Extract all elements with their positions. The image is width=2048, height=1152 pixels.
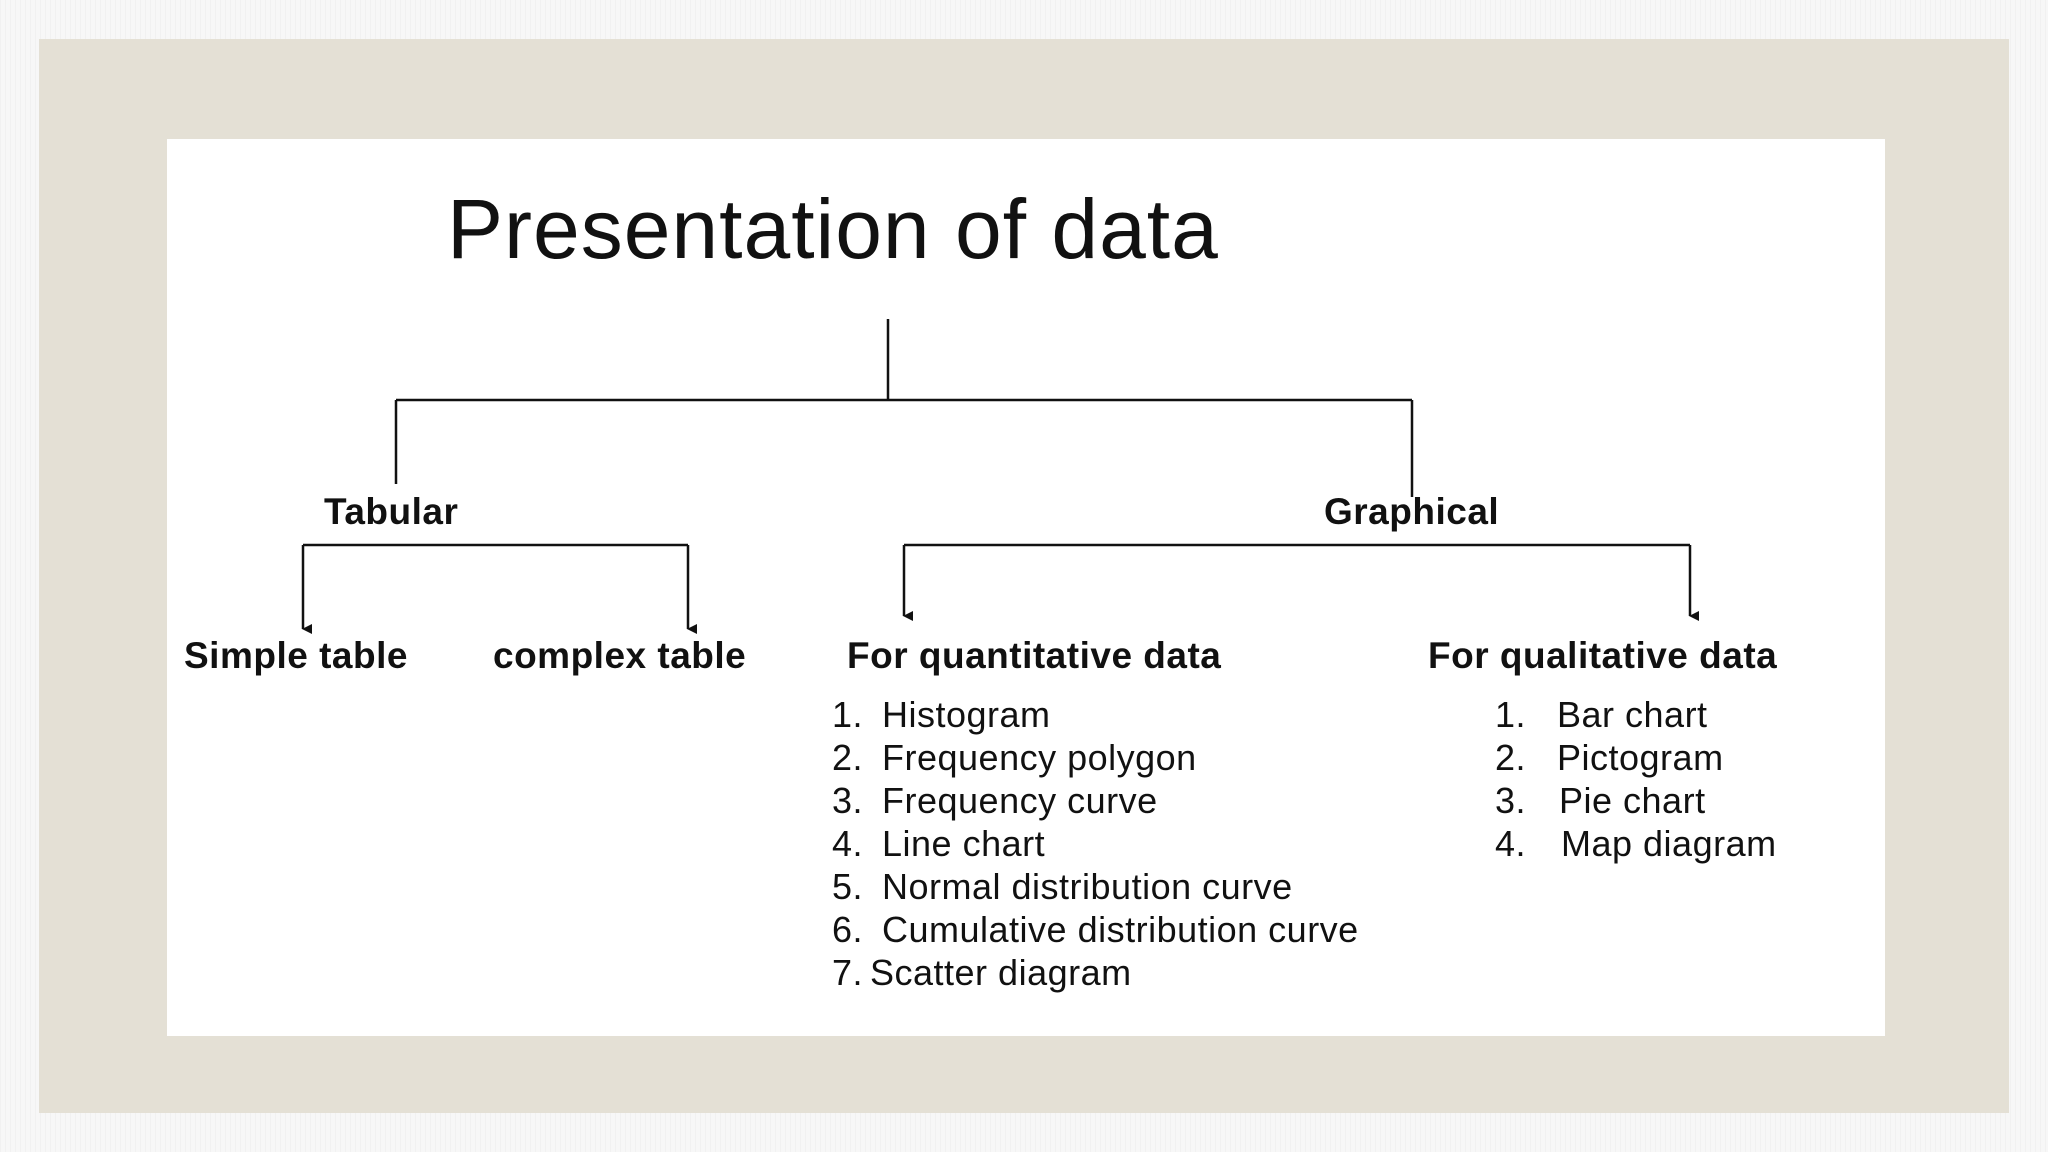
list-item-number: 2. xyxy=(832,737,864,778)
list-item xyxy=(832,908,1359,951)
list-item-text: Cumulative distribution curve xyxy=(882,909,1359,950)
list-item xyxy=(832,951,1359,994)
list-item-text: Pictogram xyxy=(1557,737,1724,778)
graphical-label: Graphical xyxy=(1324,491,1500,532)
list-item-number: 3. xyxy=(832,780,864,821)
list-item xyxy=(1495,779,1777,822)
list-item-text: Map diagram xyxy=(1561,823,1777,864)
list-item xyxy=(832,693,1359,736)
quantitative-heading: For quantitative data xyxy=(847,635,1222,676)
list-item-number: 2. xyxy=(1495,737,1527,778)
list-item xyxy=(832,822,1359,865)
list-item-number: 6. xyxy=(832,909,864,950)
list-item-text: Normal distribution curve xyxy=(882,866,1293,907)
list-item-number: 1. xyxy=(1495,694,1527,735)
simple-table-label: Simple table xyxy=(184,635,408,676)
list-item xyxy=(832,865,1359,908)
list-item-number: 7. xyxy=(832,952,864,993)
list-item xyxy=(1495,693,1777,736)
list-item-text: Line chart xyxy=(882,823,1046,864)
list-item-number: 3. xyxy=(1495,780,1527,821)
list-item xyxy=(832,779,1359,822)
qualitative-list xyxy=(1495,693,1777,865)
qualitative-heading: For qualitative data xyxy=(1428,635,1778,676)
list-item-number: 4. xyxy=(832,823,864,864)
list-item-number: 5. xyxy=(832,866,864,907)
list-item-text: Bar chart xyxy=(1557,694,1708,735)
list-item xyxy=(1495,822,1777,865)
list-item-text: Pie chart xyxy=(1559,780,1706,821)
list-item-number: 4. xyxy=(1495,823,1527,864)
list-item-text: Histogram xyxy=(882,694,1051,735)
slide xyxy=(167,139,1885,1036)
complex-table-label: complex table xyxy=(493,635,747,676)
list-item-text: Frequency curve xyxy=(882,780,1158,821)
list-item-text: Frequency polygon xyxy=(882,737,1197,778)
list-item-text: Scatter diagram xyxy=(870,952,1132,993)
diagram-title: Presentation of data xyxy=(447,182,1219,276)
tabular-label: Tabular xyxy=(324,491,459,532)
list-item xyxy=(1495,736,1777,779)
quantitative-list xyxy=(832,693,1359,994)
list-item-number: 1. xyxy=(832,694,864,735)
list-item xyxy=(832,736,1359,779)
